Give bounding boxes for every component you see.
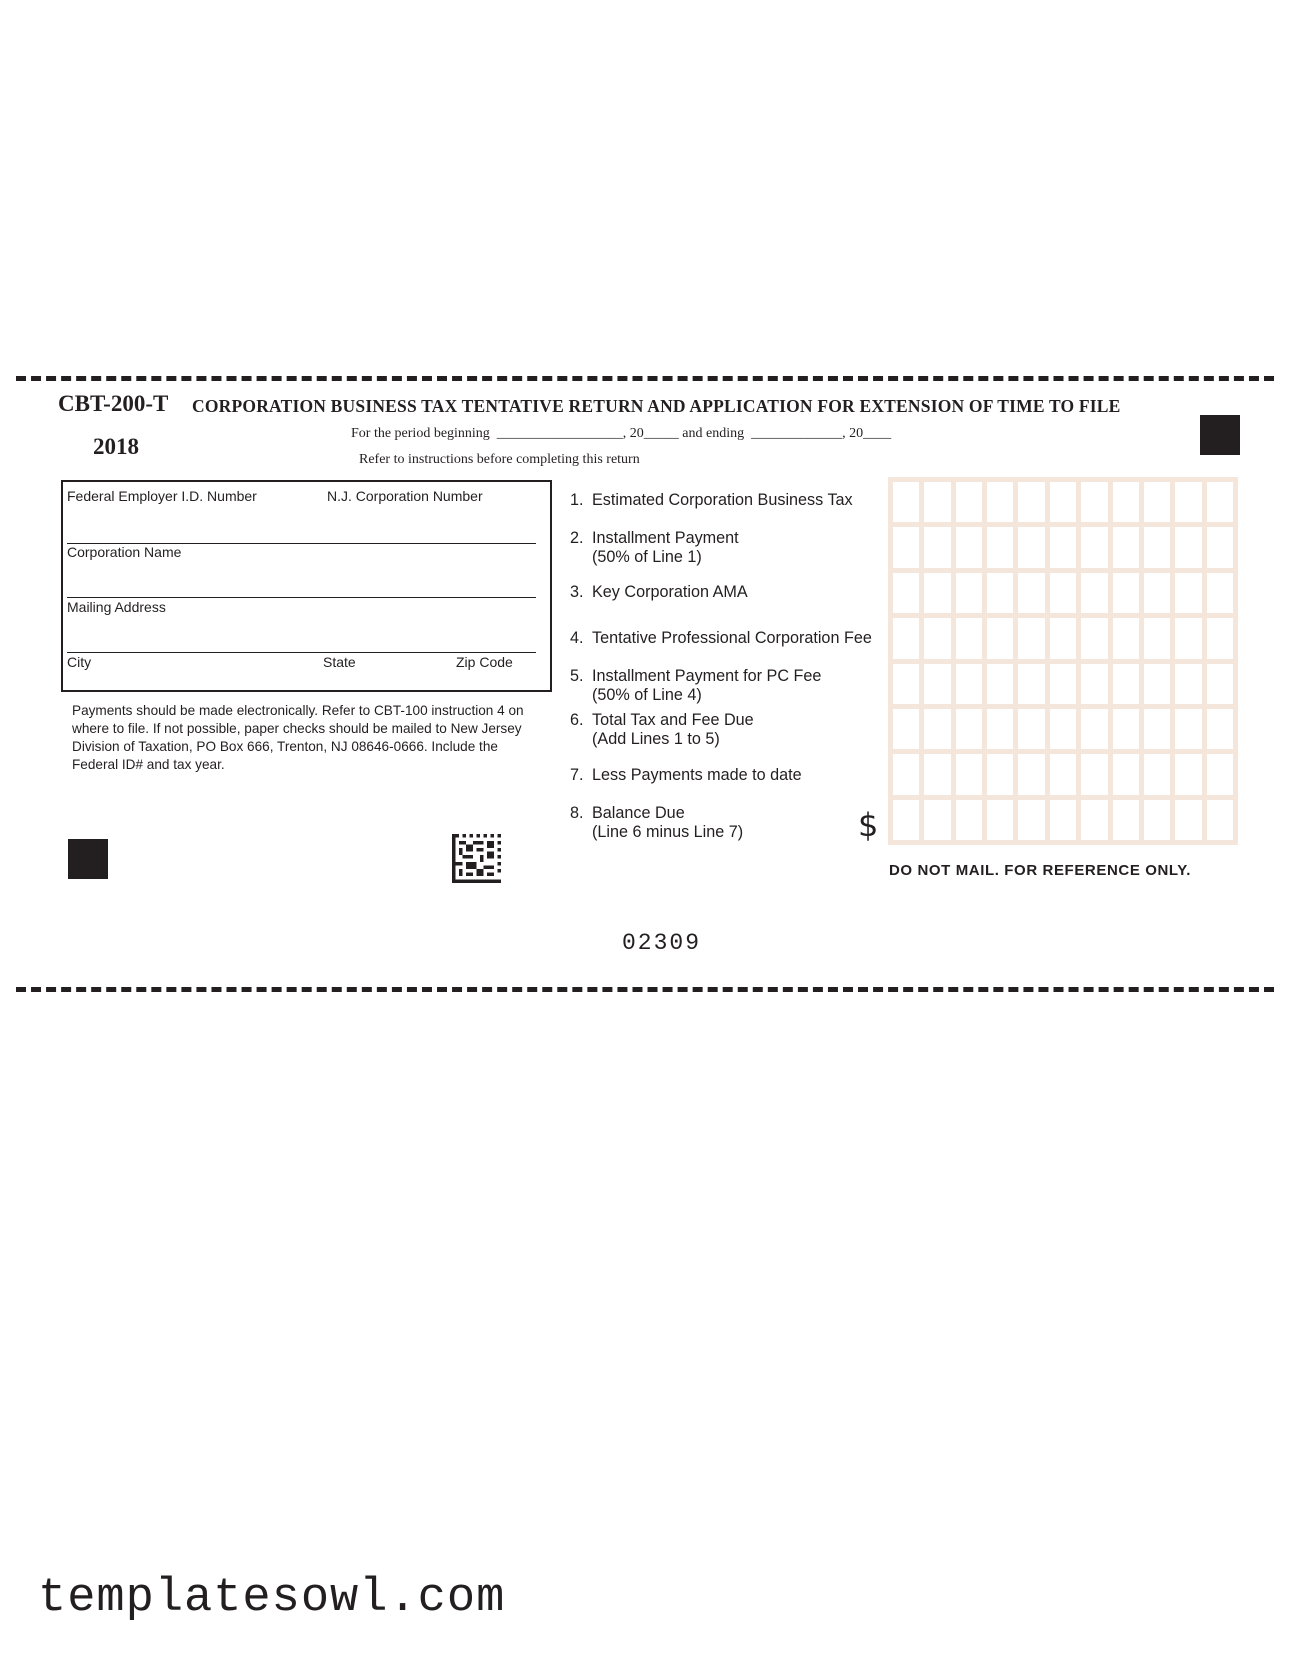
line-3-label: Key Corporation AMA — [592, 583, 748, 601]
amount-digit-box[interactable] — [924, 482, 950, 522]
amount-digit-box[interactable] — [1081, 709, 1107, 749]
line-6-sub: (Add Lines 1 to 5) — [592, 730, 720, 748]
form-code: CBT-200-T — [58, 391, 169, 416]
fein-label: Federal Employer I.D. Number — [67, 488, 257, 504]
form-title: CORPORATION BUSINESS TAX TENTATIVE RETURN AND APPLICATION FOR EXTENSION OF TIME TO FILE — [192, 396, 1121, 416]
amount-digit-box[interactable] — [1175, 482, 1201, 522]
amount-digit-box[interactable] — [1081, 482, 1107, 522]
amount-digit-box[interactable] — [1081, 664, 1107, 704]
amount-digit-box[interactable] — [987, 754, 1013, 794]
amount-digit-box[interactable] — [893, 709, 919, 749]
amount-digit-box[interactable] — [1144, 482, 1170, 522]
amount-digit-box[interactable] — [1081, 573, 1107, 613]
corp-name-field-line[interactable] — [67, 597, 536, 598]
amount-digit-box[interactable] — [1207, 482, 1233, 522]
mailing-address-field-line[interactable] — [67, 652, 536, 653]
amount-digit-box[interactable] — [1175, 573, 1201, 613]
amount-digit-box[interactable] — [893, 573, 919, 613]
amount-digit-box[interactable] — [1050, 618, 1076, 658]
tax-period-line: For the period beginning __________________, 20_____ and ending _____________, 20____ — [351, 426, 892, 441]
amount-digit-box[interactable] — [956, 709, 982, 749]
amount-digit-box[interactable] — [1144, 800, 1170, 840]
amount-digit-box[interactable] — [893, 800, 919, 840]
amount-digit-box[interactable] — [1081, 618, 1107, 658]
amount-digit-box[interactable] — [924, 800, 950, 840]
datamatrix-barcode-icon — [452, 834, 501, 883]
amount-digit-box[interactable] — [1175, 709, 1201, 749]
amount-digit-box[interactable] — [987, 709, 1013, 749]
amount-digit-box[interactable] — [893, 618, 919, 658]
amount-digit-box[interactable] — [1018, 709, 1044, 749]
amount-digit-box[interactable] — [1207, 754, 1233, 794]
line-5-label: Installment Payment for PC Fee — [592, 667, 822, 685]
amount-digit-box[interactable] — [1113, 664, 1139, 704]
amount-digit-box[interactable] — [924, 618, 950, 658]
amount-digit-box[interactable] — [1175, 618, 1201, 658]
amount-digit-box[interactable] — [1144, 573, 1170, 613]
amount-digit-box[interactable] — [924, 573, 950, 613]
amount-digit-box[interactable] — [1207, 527, 1233, 567]
amount-digit-box[interactable] — [956, 618, 982, 658]
amount-digit-box[interactable] — [1018, 573, 1044, 613]
amount-digit-box[interactable] — [1113, 709, 1139, 749]
amount-digit-box[interactable] — [1050, 800, 1076, 840]
amount-digit-box[interactable] — [956, 482, 982, 522]
line-6: 6. Total Tax and Fee Due (Add Lines 1 to 5) — [570, 711, 754, 748]
amount-digit-box[interactable] — [1050, 573, 1076, 613]
amount-digit-box[interactable] — [956, 527, 982, 567]
amount-digit-box[interactable] — [1050, 482, 1076, 522]
line-2: 2. Installment Payment (50% of Line 1) — [570, 529, 739, 566]
amount-digit-box[interactable] — [1018, 800, 1044, 840]
amount-digit-box[interactable] — [1175, 754, 1201, 794]
line-1: 1. Estimated Corporation Business Tax — [570, 491, 853, 509]
amount-digit-box[interactable] — [1050, 527, 1076, 567]
amount-digit-box[interactable] — [1081, 754, 1107, 794]
amount-digit-box[interactable] — [893, 664, 919, 704]
amount-digit-box[interactable] — [1018, 754, 1044, 794]
amount-digit-box[interactable] — [1050, 709, 1076, 749]
mailing-address-label: Mailing Address — [67, 599, 166, 615]
tear-line-top — [16, 376, 1274, 381]
amount-digit-box[interactable] — [987, 800, 1013, 840]
amount-entry-grid — [888, 477, 1238, 845]
amount-digit-box[interactable] — [1018, 664, 1044, 704]
tax-year: 2018 — [93, 434, 139, 459]
state-label: State — [323, 654, 356, 670]
amount-digit-box[interactable] — [956, 573, 982, 613]
amount-digit-box[interactable] — [893, 754, 919, 794]
amount-digit-box[interactable] — [1113, 482, 1139, 522]
amount-digit-box[interactable] — [987, 527, 1013, 567]
amount-digit-box[interactable] — [1144, 527, 1170, 567]
amount-digit-box[interactable] — [893, 482, 919, 522]
form-id-number: 02309 — [622, 930, 702, 956]
line-8: 8. Balance Due (Line 6 minus Line 7) — [570, 804, 744, 841]
line-7: 7. Less Payments made to date — [570, 766, 802, 784]
amount-digit-box[interactable] — [1081, 527, 1107, 567]
amount-digit-box[interactable] — [924, 754, 950, 794]
reference-only-notice: DO NOT MAIL. FOR REFERENCE ONLY. — [889, 862, 1191, 879]
watermark: templatesowl.com — [38, 1572, 506, 1625]
instructions-note: Refer to instructions before completing this return — [359, 452, 640, 467]
line-5-sub: (50% of Line 4) — [592, 686, 702, 704]
amount-digit-box[interactable] — [1113, 800, 1139, 840]
dollar-sign: $ — [858, 806, 879, 844]
line-3: 3. Key Corporation AMA — [570, 583, 748, 601]
line-8-sub: (Line 6 minus Line 7) — [592, 823, 744, 841]
amount-digit-box[interactable] — [1113, 573, 1139, 613]
zip-code-label: Zip Code — [456, 654, 513, 670]
line-7-label: Less Payments made to date — [592, 766, 802, 784]
amount-digit-box[interactable] — [956, 754, 982, 794]
amount-digit-box[interactable] — [1144, 754, 1170, 794]
line-5: 5. Installment Payment for PC Fee (50% of Line 4) — [570, 667, 822, 704]
line-1-label: Estimated Corporation Business Tax — [592, 491, 853, 509]
amount-digit-box[interactable] — [924, 664, 950, 704]
amount-digit-box[interactable] — [893, 527, 919, 567]
amount-digit-box[interactable] — [1018, 482, 1044, 522]
line-2-label: Installment Payment — [592, 529, 739, 547]
city-label: City — [67, 654, 92, 670]
amount-digit-box[interactable] — [987, 618, 1013, 658]
amount-digit-box[interactable] — [1144, 664, 1170, 704]
registration-mark-top-right — [1200, 415, 1240, 455]
amount-digit-box[interactable] — [1175, 664, 1201, 704]
amount-digit-box[interactable] — [1018, 527, 1044, 567]
amount-digit-box[interactable] — [1144, 618, 1170, 658]
amount-digit-box[interactable] — [1207, 800, 1233, 840]
line-2-sub: (50% of Line 1) — [592, 548, 702, 566]
corp-name-label: Corporation Name — [67, 544, 182, 560]
amount-digit-box[interactable] — [1113, 618, 1139, 658]
amount-digit-box[interactable] — [1081, 800, 1107, 840]
amount-digit-box[interactable] — [956, 800, 982, 840]
amount-digit-box[interactable] — [1207, 664, 1233, 704]
amount-digit-box[interactable] — [1207, 573, 1233, 613]
amount-digit-box[interactable] — [1207, 709, 1233, 749]
line-4: 4. Tentative Professional Corporation Fee — [570, 629, 872, 647]
amount-digit-box[interactable] — [1175, 527, 1201, 567]
taxpayer-id-box — [61, 480, 552, 692]
amount-digit-box[interactable] — [924, 527, 950, 567]
amount-digit-box[interactable] — [987, 482, 1013, 522]
amount-digit-box[interactable] — [987, 664, 1013, 704]
amount-digit-box[interactable] — [1113, 527, 1139, 567]
amount-digit-box[interactable] — [1175, 800, 1201, 840]
amount-digit-box[interactable] — [1144, 709, 1170, 749]
amount-digit-box[interactable] — [987, 573, 1013, 613]
amount-digit-box[interactable] — [1050, 754, 1076, 794]
tear-line-bottom — [16, 987, 1274, 992]
nj-corp-number-label: N.J. Corporation Number — [327, 488, 483, 504]
line-8-label: Balance Due — [592, 804, 685, 822]
line-6-label: Total Tax and Fee Due — [592, 711, 754, 729]
payment-instructions: Payments should be made electronically. Refer to CBT-100 instruction 4 on where to file. If not possible, paper checks should be mailed to New Jersey Division of Taxation, PO Box 666, Trenton, NJ 08646-0666. Include the Federal ID# and tax year. — [72, 703, 524, 772]
amount-digit-box[interactable] — [956, 664, 982, 704]
amount-digit-box[interactable] — [924, 709, 950, 749]
amount-digit-box[interactable] — [1207, 618, 1233, 658]
amount-digit-box[interactable] — [1113, 754, 1139, 794]
amount-digit-box[interactable] — [1018, 618, 1044, 658]
line-4-label: Tentative Professional Corporation Fee — [592, 629, 872, 647]
registration-mark-bottom-left — [68, 839, 108, 879]
amount-digit-box[interactable] — [1050, 664, 1076, 704]
